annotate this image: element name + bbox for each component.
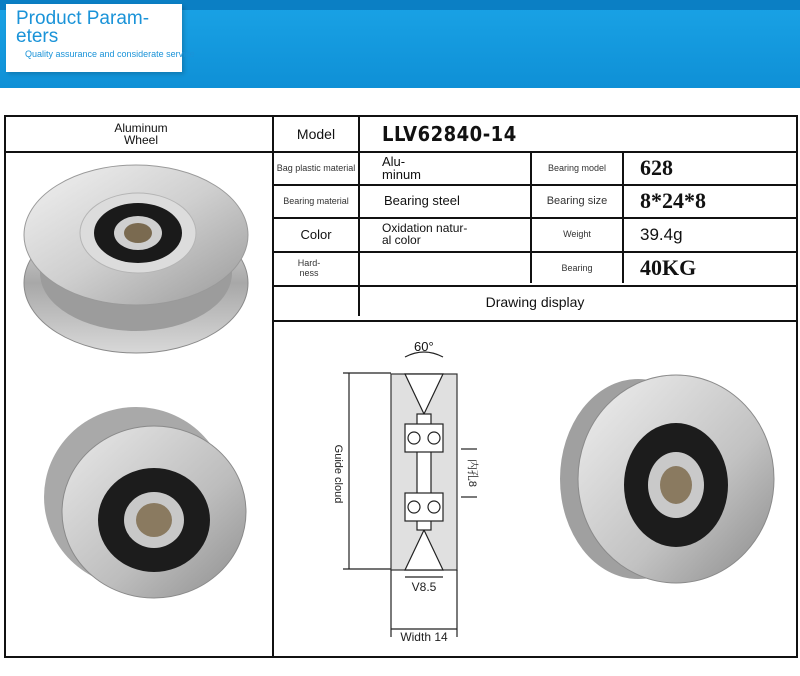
angle-label: 60° [414, 339, 434, 354]
row-label-bearing-load: Bearing [561, 263, 593, 273]
wheel-photo-top [18, 155, 264, 371]
label-line-1: Hard- [297, 258, 321, 268]
product-name-line-1: Aluminum [114, 121, 168, 135]
row-value-bearing-material: Bearing steel [384, 193, 460, 208]
row-label-bearing-material: Bearing material [283, 195, 349, 206]
technical-drawing [321, 329, 481, 649]
value-line-1: Oxidation natur- [382, 221, 468, 235]
wheel-photo-right [546, 367, 786, 597]
spec-sheet [4, 115, 798, 658]
row-value-bag-material [378, 151, 528, 184]
title-line-1: Product Param- [16, 8, 150, 29]
row-value-bearing-size: 8*24*8 [640, 187, 706, 213]
width-label: Width 14 [400, 630, 448, 644]
row-value-bearing-load: 40KG [640, 255, 697, 280]
title-card [6, 4, 182, 72]
model-label: Model [296, 125, 336, 142]
row-value-hardness [378, 251, 528, 285]
title-line-2: eters [16, 26, 59, 47]
model-value: LLV62840-14 [382, 122, 517, 146]
row-value-weight: 39.4g [640, 224, 683, 244]
grid-line [272, 320, 796, 322]
row-label-bearing-model: Bearing model [547, 162, 607, 173]
product-name [66, 119, 216, 149]
v-groove-label: V8.5 [411, 580, 437, 594]
row-label-bearing-size: Bearing size [546, 194, 608, 207]
row-label-color: Color [300, 226, 332, 242]
row-value-bearing-model: 628 [640, 154, 673, 180]
row-value-color [378, 217, 530, 251]
page-title [16, 10, 176, 46]
header-banner [0, 0, 800, 88]
product-name-line-2: Wheel [123, 133, 158, 147]
page-subtitle: Quality assurance and considerate service [25, 49, 195, 59]
value-line-1: Alu- [382, 153, 406, 169]
value-line-2: minum [382, 166, 422, 182]
drawing-title: Drawing display [485, 294, 585, 310]
label-line-2: ness [299, 268, 319, 278]
wheel-photo-angled [36, 402, 266, 602]
bore-label: 内孔8 [466, 458, 478, 488]
value-line-2: al color [382, 233, 421, 247]
row-label-bag-material: Bag plastic material [276, 162, 356, 173]
row-label-weight: Weight [563, 229, 591, 239]
guide-label: Guide cloud [332, 444, 344, 504]
row-label-hardness [274, 251, 344, 285]
